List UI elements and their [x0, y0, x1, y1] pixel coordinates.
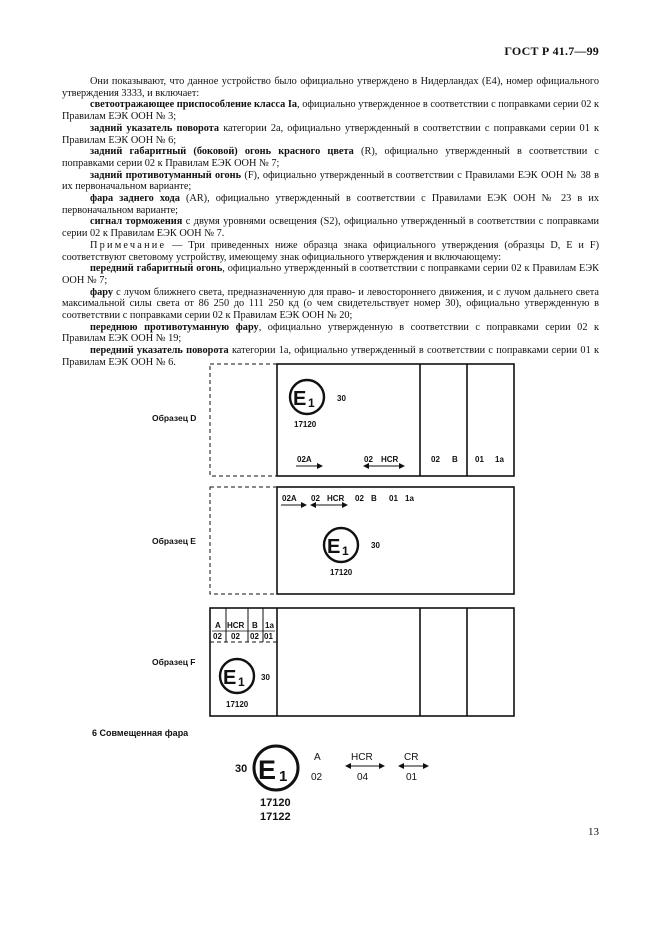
- note-label: Примечание: [90, 239, 167, 251]
- paragraph-lead: задний указатель поворота: [90, 122, 220, 134]
- paragraph-text: категории 2а, официально утвержденный в соответствии с поправками серии 01 к Правилам ЕЭК ООН № 6;: [62, 122, 599, 146]
- svg-text:1: 1: [308, 396, 315, 410]
- approval-number: 17120: [226, 700, 249, 709]
- svg-text:1: 1: [238, 675, 245, 689]
- code-1a: 1a: [405, 494, 414, 503]
- code-02: 02: [311, 494, 320, 503]
- paragraph-lead: светоотражающее приспособление класса Iа: [90, 99, 298, 111]
- code-01: 01: [264, 632, 273, 641]
- sample-f: [152, 608, 514, 716]
- sample-e-label: Образец E: [152, 536, 196, 546]
- code-01: 01: [406, 772, 418, 783]
- code-a: A: [314, 752, 321, 763]
- paragraph-text: с двумя уровнями освещения (S2), официально утвержденный в соответствии с поправками серии 02 к Правилам ЕЭК ООН № 7.: [62, 216, 599, 240]
- code-a: A: [215, 621, 221, 630]
- paragraph-lead: передний габаритный огонь: [90, 263, 223, 275]
- paragraph-lead: передний указатель поворота: [90, 345, 229, 357]
- paragraph-text: , официально утвержденный в соответствии с поправками серии 02 к Правилам ЕЭК ООН № 7;: [62, 263, 599, 286]
- paragraph-text: с лучом ближнего света, предназначенную для право- и левостороннего движения, и с лучом дальнего света максимальной силы света от 86 250 до 111 250 кд (о чем свидетельствует номер 30), официально утвержденную в соответствии с поправками серии 02 к Правилам ЕЭК ООН № 20;: [62, 286, 599, 322]
- code-02: 02: [311, 772, 323, 783]
- code-01: 01: [475, 455, 484, 464]
- approval-mark-icon: [254, 746, 298, 790]
- paragraph-text: , официально утвержденную в соответствии с поправками серии 02 к Правилам ЕЭК ООН № 19;: [62, 321, 599, 345]
- code-02b: 02: [250, 632, 259, 641]
- code-04: 04: [357, 772, 369, 783]
- paragraph-lead: задний противотуманный огонь: [90, 169, 242, 181]
- paragraph-text: (AR), официально утвержденный в соответствии с Правилами ЕЭК ООН № 23 в их первоначальном варианте;: [62, 193, 600, 216]
- light-number: 30: [261, 673, 270, 682]
- sample-e: [152, 487, 514, 594]
- sample-d-label: Образец D: [152, 413, 197, 423]
- paragraph-lead: сигнал торможения: [90, 216, 183, 228]
- code-cr: CR: [404, 752, 419, 763]
- code-hcr: HCR: [351, 752, 373, 763]
- paragraph-text: , официально утвержденное в соответствии с поправками серии 02 к Правилам ЕЭК ООН № 3;: [62, 99, 600, 123]
- code-hcr: HCR: [381, 455, 399, 464]
- approval-mark-icon: [290, 380, 324, 414]
- light-number: 30: [371, 541, 380, 550]
- svg-text:E: E: [327, 536, 341, 558]
- code-1a: 1a: [495, 455, 504, 464]
- svg-text:E: E: [258, 755, 277, 785]
- paragraph-lead: фару: [90, 286, 114, 298]
- code-hcr: HCR: [327, 494, 345, 503]
- approval-number: 17120: [294, 420, 317, 429]
- code-02a: 02A: [282, 494, 297, 503]
- paragraph-text: (R), официально утвержденный в соответствии с поправками серии 02 к Правилам ЕЭК ООН № 7;: [62, 146, 599, 169]
- code-02hcr: 02: [231, 632, 240, 641]
- sample-d: [152, 364, 514, 476]
- code-b: B: [252, 621, 258, 630]
- paragraph-lead: фара заднего хода: [90, 193, 180, 205]
- code-b: B: [371, 494, 377, 503]
- section6-mark: [235, 746, 428, 823]
- code-b: B: [452, 455, 458, 464]
- sample-f-label: Образец F: [152, 657, 196, 667]
- approval-mark-icon: [220, 659, 254, 693]
- light-number: 30: [337, 394, 346, 403]
- paragraph-lead: переднюю противотуманную фару: [90, 321, 259, 333]
- approval-number-2: 17122: [260, 811, 291, 823]
- svg-text:E: E: [293, 388, 307, 410]
- code-hcr: HCR: [227, 621, 245, 630]
- paragraph-text: — Три приведенных ниже образца знака официального утверждения (образцы D, E и F) соответствуют световому устройству, имеющему знак официального утверждения и включающему:: [62, 239, 599, 263]
- approval-number: 17120: [330, 568, 353, 577]
- svg-text:E: E: [223, 667, 237, 689]
- code-02a: 02: [213, 632, 222, 641]
- code-02: 02: [364, 455, 373, 464]
- approval-number-1: 17120: [260, 797, 291, 809]
- code-01: 01: [389, 494, 398, 503]
- light-number: 30: [235, 763, 248, 775]
- svg-text:1: 1: [279, 768, 288, 785]
- paragraph-lead: задний габаритный (боковой) огонь красного цвета: [90, 146, 354, 158]
- code-02b: 02: [355, 494, 364, 503]
- document-header: ГОСТ Р 41.7—99: [504, 44, 599, 58]
- svg-text:1: 1: [342, 544, 349, 558]
- paragraph-text: категории 1а, официально утвержденный в соответствии с поправками серии 01 к Правилам ЕЭК ООН № 6.: [62, 345, 599, 368]
- approval-mark-icon: [324, 528, 358, 562]
- code-1a: 1a: [265, 621, 274, 630]
- code-02b: 02: [431, 455, 440, 464]
- page-number: 13: [588, 826, 599, 838]
- code-02a: 02A: [297, 455, 312, 464]
- paragraph-text: Они показывают, что данное устройство было официально утверждено в Нидерландах (Е4), номер официального утверждения 3333, и включает:: [62, 76, 599, 99]
- section-6-title: 6 Совмещенная фара: [92, 728, 189, 738]
- paragraph-text: (F), официально утвержденный в соответствии с Правилами ЕЭК ООН № 38 в их первоначальном варианте;: [62, 169, 599, 193]
